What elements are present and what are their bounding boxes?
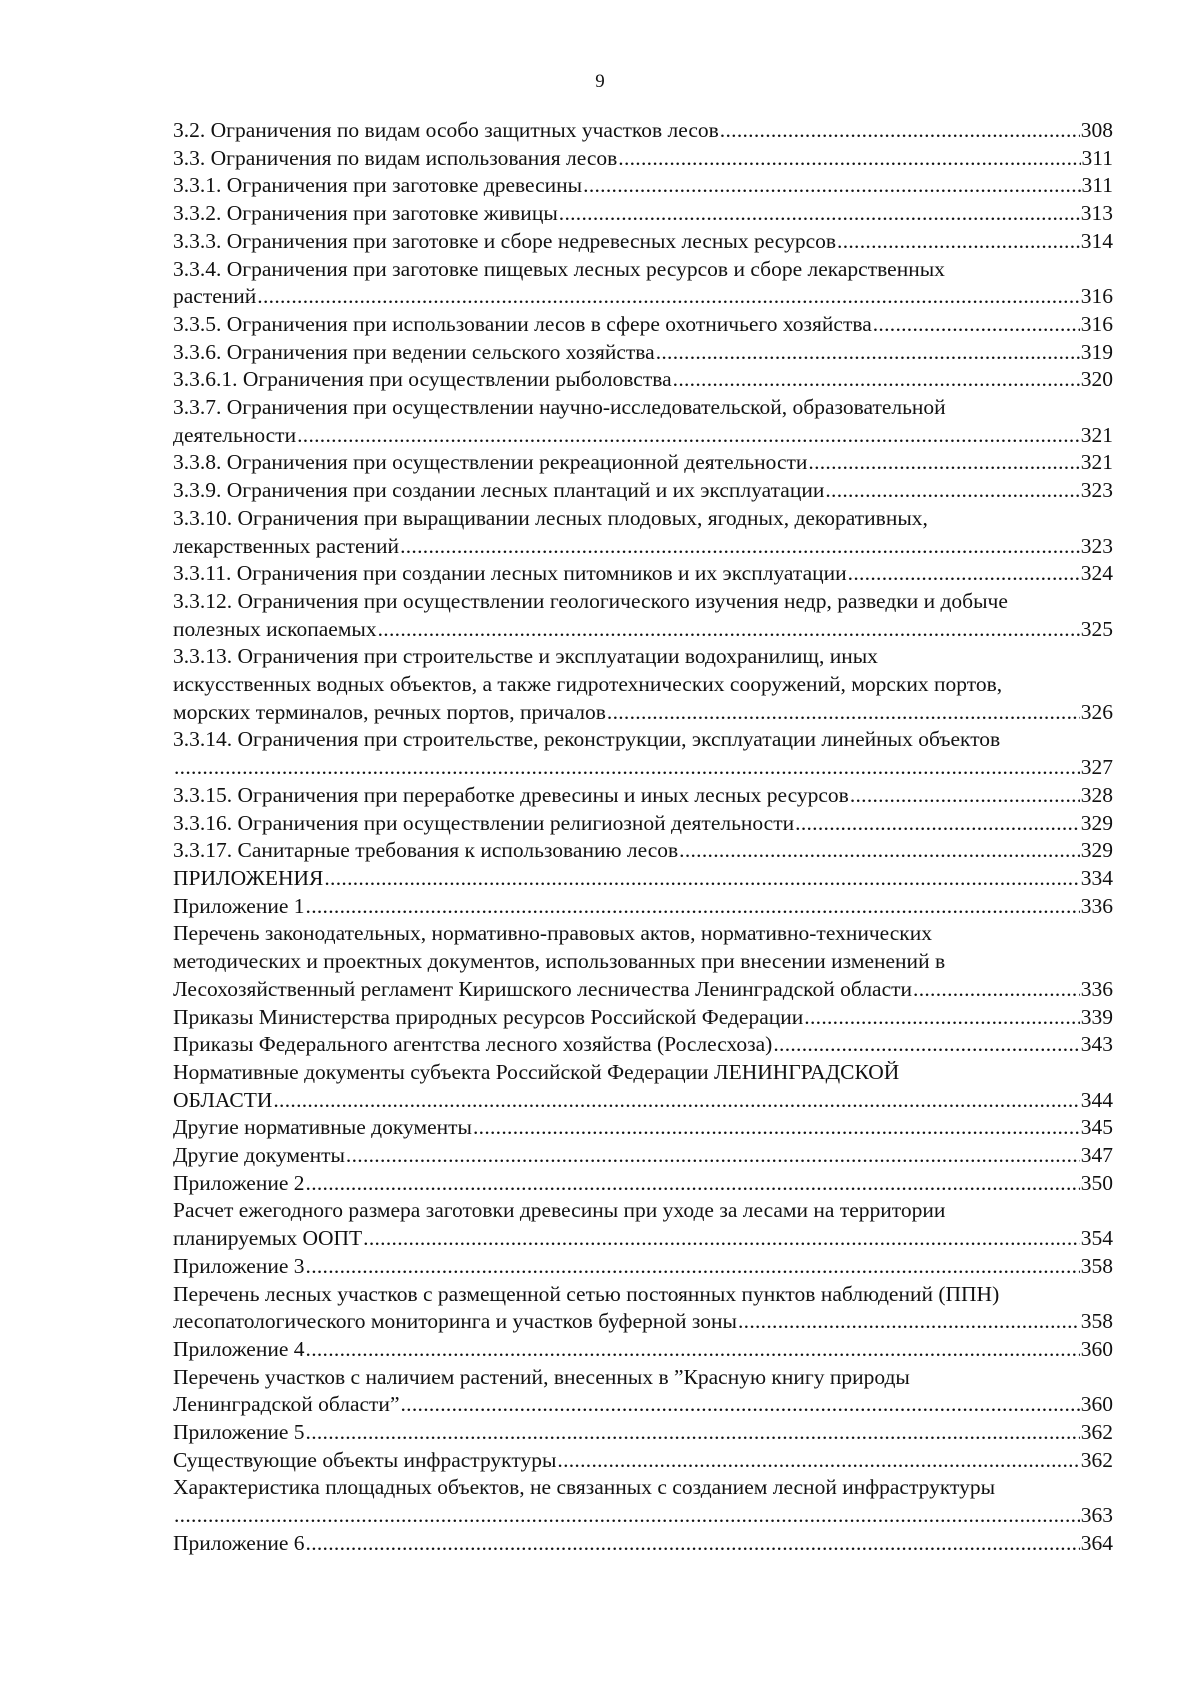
dot-leader: [559, 200, 1080, 228]
dot-leader: [306, 1336, 1080, 1364]
dot-leader: [808, 449, 1079, 477]
dot-leader: [913, 976, 1080, 1004]
toc-entry-title: Лесохозяйственный регламент Киришского лесничества Ленинградской области: [173, 976, 913, 1001]
dot-leader: [679, 837, 1080, 865]
toc-entry[interactable]: [173, 1142, 1113, 1170]
toc-page-number: 358: [1080, 1309, 1113, 1334]
toc-entry-title: Приложение 1: [173, 893, 305, 918]
toc-entry-row: [173, 893, 1113, 921]
dot-leader: [557, 1447, 1079, 1475]
toc-entry[interactable]: [173, 477, 1113, 505]
dot-leader: [850, 782, 1080, 810]
toc-entry-line: 3.3.14. Ограничения при строительстве, реконструкции, эксплуатации линейных объектов: [173, 727, 1001, 752]
dot-leader: [306, 1419, 1080, 1447]
toc-entry-row: [173, 533, 1113, 561]
dot-leader: [804, 1004, 1079, 1032]
toc-page-number: 329: [1080, 810, 1113, 835]
dot-leader: [174, 1502, 1080, 1530]
toc-entry[interactable]: [173, 505, 1113, 560]
toc-entry[interactable]: [173, 1530, 1113, 1558]
dot-leader: [607, 699, 1080, 727]
toc-entry-line: Перечень законодательных, нормативно-правовых актов, нормативно-технических: [173, 921, 932, 946]
toc-page-number: 328: [1080, 782, 1113, 807]
toc-entry[interactable]: [173, 1364, 1113, 1419]
toc-entry[interactable]: [173, 893, 1113, 921]
toc-entry[interactable]: [173, 1059, 1113, 1114]
dot-leader: [306, 1530, 1080, 1558]
toc-entry-title: 3.3.6.1. Ограничения при осуществлении рыболовства: [173, 367, 672, 392]
dot-leader: [346, 1142, 1080, 1170]
dot-leader: [720, 117, 1080, 145]
toc-page-number: 313: [1080, 201, 1113, 226]
toc-entry[interactable]: [173, 1419, 1113, 1447]
toc-entry-line: Расчет ежегодного размера заготовки древесины при уходе за лесами на территории: [173, 1198, 946, 1223]
dot-leader: [673, 366, 1080, 394]
toc-entry-title: Другие нормативные документы: [173, 1115, 472, 1140]
toc-entry[interactable]: [173, 366, 1113, 394]
toc-page-number: 321: [1080, 450, 1113, 475]
toc-entry-row: [173, 449, 1113, 477]
toc-entry-row: [173, 1114, 1113, 1142]
dot-leader: [378, 616, 1080, 644]
dot-leader: [873, 311, 1080, 339]
toc-page-number: 345: [1080, 1115, 1113, 1140]
toc-entry-row: [173, 616, 1113, 644]
toc-entry-line: Перечень участков с наличием растений, внесенных в ”Красную книгу природы: [173, 1364, 910, 1389]
toc-page-number: 308: [1080, 118, 1113, 142]
toc-entry[interactable]: [173, 1447, 1113, 1475]
toc-entry-row: [173, 976, 1113, 1004]
toc-entry-row: [173, 117, 1113, 145]
dot-leader: [306, 1253, 1080, 1281]
toc-entry[interactable]: [173, 865, 1113, 893]
toc-page-number: 324: [1080, 561, 1113, 586]
toc-entry-title: 3.3.5. Ограничения при использовании лесов в сфере охотничьего хозяйства: [173, 311, 872, 336]
toc-page-number: 360: [1080, 1392, 1113, 1417]
dot-leader: [795, 810, 1080, 838]
toc-entry[interactable]: [173, 1336, 1113, 1364]
toc-page-number: 320: [1080, 367, 1113, 392]
dot-leader: [363, 1225, 1080, 1253]
toc-entry-title: 3.3.16. Ограничения при осуществлении религиозной деятельности: [173, 810, 795, 835]
toc-page-number: 362: [1080, 1420, 1113, 1445]
toc-entry[interactable]: [173, 311, 1113, 339]
dot-leader: [174, 754, 1080, 782]
toc-entry[interactable]: [173, 145, 1113, 173]
toc-entry[interactable]: [173, 1170, 1113, 1198]
toc-entry-line: 3.3.13. Ограничения при строительстве и эксплуатации водохранилищ, иных: [173, 644, 878, 669]
toc-entry-title: 3.3.2. Ограничения при заготовке живицы: [173, 201, 558, 226]
toc-page-number: 321: [1080, 422, 1113, 447]
toc-page-number: 323: [1080, 533, 1113, 558]
dot-leader: [773, 1031, 1079, 1059]
toc-entry-title: 3.3.3. Ограничения при заготовке и сборе недревесных лесных ресурсов: [173, 228, 837, 253]
dot-leader: [848, 560, 1080, 588]
toc-entry[interactable]: [173, 588, 1113, 643]
toc-entry-title: 3.3.9. Ограничения при создании лесных плантаций и их эксплуатации: [173, 478, 825, 503]
toc-entry-row: [173, 366, 1113, 394]
toc-page-number: 325: [1080, 616, 1113, 641]
toc-entry-row: [173, 1308, 1113, 1336]
dot-leader: [401, 1391, 1080, 1419]
toc-entry-row: [173, 865, 1113, 893]
toc-page-number: 311: [1081, 145, 1113, 170]
toc-entry-title: Приложение 3: [173, 1253, 305, 1278]
toc-entry[interactable]: [173, 449, 1113, 477]
toc-entry-title: Приложение 5: [173, 1420, 305, 1445]
toc-entry-row: [173, 1253, 1113, 1281]
toc-entry[interactable]: [173, 1031, 1113, 1059]
toc-entry-title: Другие документы: [173, 1143, 345, 1168]
toc-entry-row: [173, 1031, 1113, 1059]
toc-entry-line: 3.3.12. Ограничения при осуществлении геологического изучения недр, разведки и добыче: [173, 588, 1008, 613]
dot-leader: [656, 339, 1080, 367]
dot-leader: [273, 1087, 1079, 1115]
toc-page-number: 314: [1080, 228, 1113, 253]
toc-page-number: 362: [1080, 1447, 1113, 1472]
dot-leader: [583, 172, 1080, 200]
toc-page-number: 334: [1080, 865, 1113, 890]
toc-entry[interactable]: [173, 1197, 1113, 1252]
toc-entry-row: [173, 172, 1113, 200]
toc-entry[interactable]: [173, 228, 1113, 256]
toc-entry-line: Характеристика площадных объектов, не связанных с созданием лесной инфраструктуры: [173, 1475, 996, 1500]
toc-entry-line: 3.3.4. Ограничения при заготовке пищевых лесных ресурсов и сборе лекарственных: [173, 256, 945, 281]
dot-leader: [297, 422, 1080, 450]
dot-leader: [825, 477, 1079, 505]
toc-entry-title: Приложение 4: [173, 1336, 305, 1361]
toc-page-number: 316: [1080, 311, 1113, 336]
toc-page-number: 350: [1080, 1170, 1113, 1195]
toc-entry-title: Приказы Федерального агентства лесного хозяйства (Рослесхоза): [173, 1032, 773, 1057]
toc-entry[interactable]: [173, 810, 1113, 838]
toc-entry-row: [173, 1170, 1113, 1198]
toc-page-number: 347: [1080, 1143, 1113, 1168]
toc-entry[interactable]: [173, 339, 1113, 367]
toc-page-number: 358: [1080, 1253, 1113, 1278]
toc-page-number: 327: [1080, 755, 1113, 780]
toc-entry-line: искусственных водных объектов, а также гидротехнических сооружений, морских портов,: [173, 672, 1003, 697]
dot-leader: [473, 1114, 1080, 1142]
toc-entry[interactable]: [173, 1004, 1113, 1032]
toc-entry-title: 3.3.1. Ограничения при заготовке древесины: [173, 173, 583, 198]
toc-page-number: 360: [1080, 1336, 1113, 1361]
toc-entry[interactable]: [173, 200, 1113, 228]
toc-entry-row: [173, 145, 1113, 173]
toc-entry-row: [173, 754, 1113, 782]
toc-entry-line: Нормативные документы субъекта Российской Федерации ЛЕНИНГРАДСКОЙ: [173, 1059, 900, 1084]
toc-entry-row: [173, 1419, 1113, 1447]
toc-entry-row: [173, 1004, 1113, 1032]
toc-entry[interactable]: [173, 782, 1113, 810]
toc-entry[interactable]: [173, 1114, 1113, 1142]
dot-leader: [306, 1170, 1080, 1198]
toc-entry-title: Приложение 2: [173, 1170, 305, 1195]
dot-leader: [400, 533, 1080, 561]
toc-page-number: 336: [1080, 976, 1113, 1001]
toc-entry-title: лесопатологического мониторинга и участков буферной зоны: [173, 1309, 737, 1334]
toc-entry-title: Приказы Министерства природных ресурсов Российской Федерации: [173, 1004, 804, 1029]
toc-entry[interactable]: [173, 560, 1113, 588]
toc-entry-row: [173, 699, 1113, 727]
toc-entry[interactable]: [173, 1281, 1113, 1336]
toc-entry[interactable]: [173, 1253, 1113, 1281]
toc-entry-title: Приложение 6: [173, 1530, 305, 1555]
toc-page-number: 336: [1080, 893, 1113, 918]
toc-page-number: 323: [1080, 478, 1113, 503]
toc-entry[interactable]: [173, 726, 1113, 781]
toc-entry-title: полезных ископаемых: [173, 616, 377, 641]
toc-entry-line: методических и проектных документов, использованных при внесении изменений в: [173, 949, 946, 974]
toc-entry-row: [173, 1336, 1113, 1364]
toc-page-number: 316: [1080, 284, 1113, 309]
dot-leader: [618, 145, 1080, 173]
toc-page-number: 364: [1080, 1530, 1113, 1555]
toc-entry-row: [173, 477, 1113, 505]
toc-entry-title: Существующие объекты инфраструктуры: [173, 1447, 557, 1472]
dot-leader: [257, 283, 1079, 311]
toc-entry[interactable]: [173, 643, 1113, 726]
dot-leader: [306, 893, 1080, 921]
toc-entry-row: [173, 1225, 1113, 1253]
toc-entry-row: [173, 782, 1113, 810]
toc-entry-title: Ленинградской области”: [173, 1392, 400, 1417]
toc-entry-title: лекарственных растений: [173, 533, 400, 558]
toc-entry-title: ПРИЛОЖЕНИЯ: [173, 865, 324, 890]
toc-page-number: 354: [1080, 1226, 1113, 1251]
toc-entry-row: [173, 422, 1113, 450]
toc-entry[interactable]: [173, 256, 1113, 311]
toc-entry[interactable]: [173, 394, 1113, 449]
toc-entry[interactable]: [173, 920, 1113, 1003]
dot-leader: [738, 1308, 1080, 1336]
toc-entry-line: 3.3.7. Ограничения при осуществлении научно-исследовательской, образовательной: [173, 395, 946, 420]
toc-entry-title: 3.3.6. Ограничения при ведении сельского хозяйства: [173, 339, 655, 364]
table-of-contents: [173, 117, 1113, 1558]
toc-entry-row: [173, 228, 1113, 256]
dot-leader: [837, 228, 1080, 256]
toc-entry-row: [173, 1391, 1113, 1419]
toc-page-number: 319: [1080, 339, 1113, 364]
toc-entry-title: 3.2. Ограничения по видам особо защитных участков лесов: [173, 118, 719, 142]
toc-entry-title: морских терминалов, речных портов, причалов: [173, 699, 606, 724]
toc-entry-title: 3.3.15. Ограничения при переработке древесины и иных лесных ресурсов: [173, 782, 849, 807]
toc-entry-title: 3.3.17. Санитарные требования к использованию лесов: [173, 838, 679, 863]
toc-page-number: 343: [1080, 1032, 1113, 1057]
toc-entry[interactable]: [173, 1474, 1113, 1529]
toc-page-number: 311: [1081, 173, 1113, 198]
toc-entry-title: ОБЛАСТИ: [173, 1087, 273, 1112]
toc-entry-title: 3.3. Ограничения по видам использования лесов: [173, 145, 618, 170]
toc-entry-row: [173, 1087, 1113, 1115]
toc-entry-title: планируемых ООПТ: [173, 1226, 363, 1251]
toc-entry-row: [173, 1447, 1113, 1475]
toc-page-number: 344: [1080, 1087, 1113, 1112]
toc-entry-row: [173, 339, 1113, 367]
toc-entry-line: 3.3.10. Ограничения при выращивании лесных плодовых, ягодных, декоративных,: [173, 505, 928, 530]
toc-entry[interactable]: [173, 837, 1113, 865]
toc-entry-row: [173, 1530, 1113, 1558]
toc-page-number: 326: [1080, 699, 1113, 724]
toc-entry-row: [173, 837, 1113, 865]
toc-entry[interactable]: [173, 117, 1113, 145]
toc-entry-row: [173, 810, 1113, 838]
toc-entry-title: 3.3.11. Ограничения при создании лесных питомников и их эксплуатации: [173, 561, 847, 586]
dot-leader: [324, 865, 1079, 893]
toc-entry-line: Перечень лесных участков с размещенной сетью постоянных пунктов наблюдений (ППН): [173, 1281, 1000, 1306]
toc-entry-row: [173, 200, 1113, 228]
toc-entry-title: деятельности: [173, 422, 297, 447]
toc-page-number: 339: [1080, 1004, 1113, 1029]
toc-page-number: 329: [1080, 838, 1113, 863]
toc-entry-row: [173, 1142, 1113, 1170]
toc-entry-row: [173, 283, 1113, 311]
toc-entry-row: [173, 1502, 1113, 1530]
toc-entry-row: [173, 560, 1113, 588]
toc-entry-title: растений: [173, 284, 257, 309]
toc-entry[interactable]: [173, 172, 1113, 200]
page-number: 9: [595, 71, 605, 92]
toc-page-number: 363: [1080, 1503, 1113, 1528]
toc-entry-title: 3.3.8. Ограничения при осуществлении рекреационной деятельности: [173, 450, 808, 475]
toc-entry-row: [173, 311, 1113, 339]
